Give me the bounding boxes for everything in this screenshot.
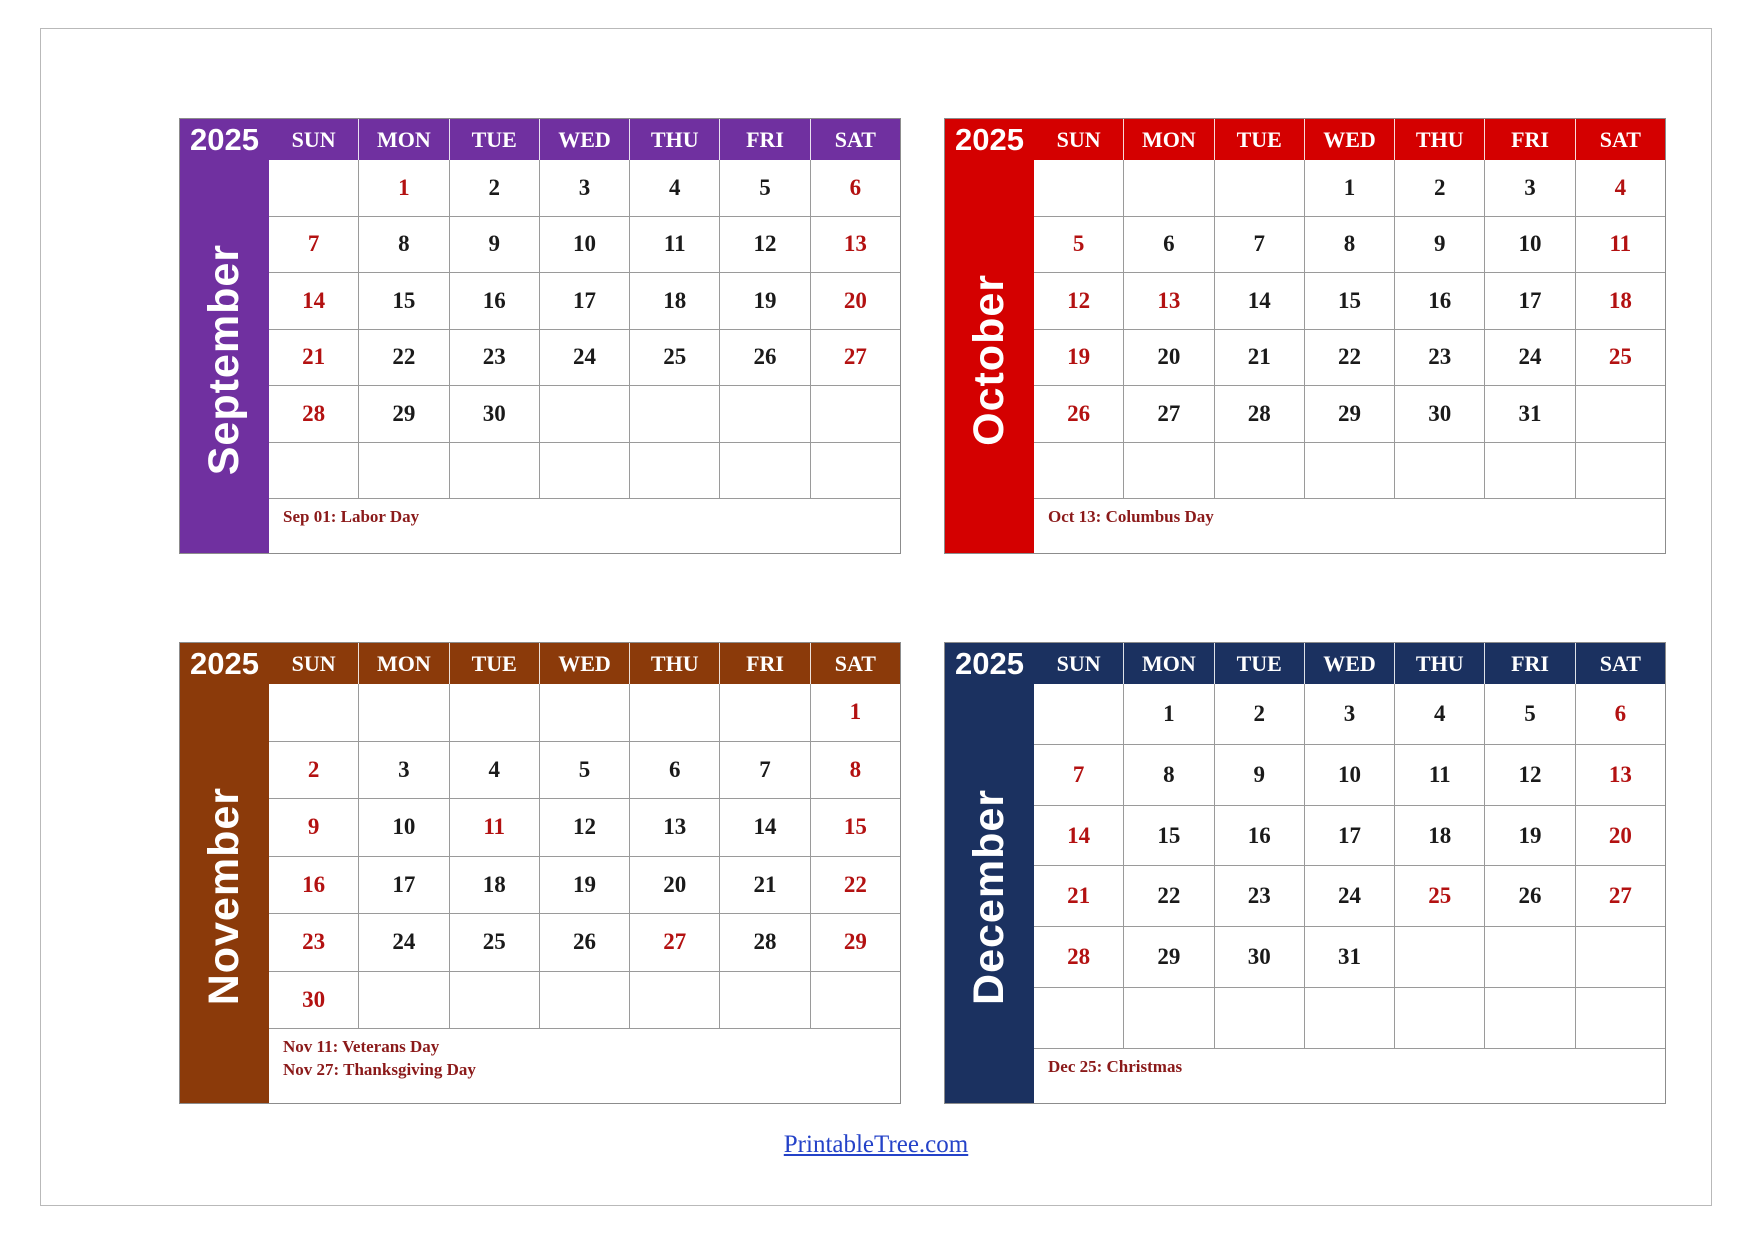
- day-cell: 15: [843, 814, 867, 840]
- day-cell: [1576, 988, 1665, 1048]
- week-row: [269, 330, 900, 387]
- month-calendar-september: [179, 118, 901, 554]
- week-rows-december: [1034, 684, 1665, 1049]
- day-cell: [630, 443, 720, 499]
- day-cell: [720, 972, 810, 1029]
- week-row: [269, 217, 900, 274]
- day-cell: 3: [359, 742, 449, 799]
- day-cell: 26: [720, 330, 810, 386]
- day-cell: [1124, 160, 1214, 216]
- day-cell: 3: [1305, 684, 1395, 744]
- weekday-sat: SAT: [811, 643, 900, 684]
- weekday-sun: SUN: [1034, 119, 1124, 160]
- day-cell: 30: [1215, 927, 1305, 987]
- day-cell: [359, 443, 449, 499]
- day-cell: 4: [630, 160, 720, 216]
- weekday-header-row-september: [269, 119, 900, 160]
- day-cell: [1485, 927, 1575, 987]
- month-body-september: [269, 119, 900, 553]
- day-cell: 20: [843, 287, 867, 313]
- day-cell: [540, 386, 630, 442]
- day-cell: [1215, 160, 1305, 216]
- month-calendar-october: [944, 118, 1666, 554]
- weekday-wed: WED: [1305, 119, 1395, 160]
- week-row: [1034, 684, 1665, 745]
- day-cell: 24: [1305, 866, 1395, 926]
- weekday-fri: FRI: [1485, 643, 1575, 684]
- day-cell: 13: [1608, 761, 1632, 787]
- day-cell: [811, 972, 900, 1029]
- weekday-mon: MON: [359, 643, 449, 684]
- day-cell: [269, 443, 359, 499]
- day-cell: 12: [720, 217, 810, 273]
- day-cell: 23: [1215, 866, 1305, 926]
- week-row: [1034, 927, 1665, 988]
- day-cell: 28: [269, 386, 359, 442]
- day-cell: 11: [450, 799, 540, 856]
- week-row: [1034, 988, 1665, 1049]
- day-cell: 5: [1485, 684, 1575, 744]
- day-cell: 19: [1034, 330, 1124, 386]
- day-cell: 29: [843, 929, 867, 955]
- day-cell: 7: [269, 217, 359, 273]
- week-row: [269, 273, 900, 330]
- holiday-note: Oct 13: Columbus Day: [1048, 507, 1214, 526]
- weekday-thu: THU: [630, 643, 720, 684]
- month-name-september: September: [200, 243, 248, 476]
- day-cell: 18: [630, 273, 720, 329]
- holiday-notes-november: [269, 1029, 900, 1103]
- day-cell: 28: [1034, 927, 1124, 987]
- day-cell: 18: [1608, 287, 1632, 313]
- day-cell: 21: [1215, 330, 1305, 386]
- weekday-fri: FRI: [1485, 119, 1575, 160]
- weekday-thu: THU: [1395, 643, 1485, 684]
- day-cell: 27: [1124, 386, 1214, 442]
- day-cell: 10: [1485, 217, 1575, 273]
- day-cell: [1215, 988, 1305, 1048]
- day-cell: 9: [450, 217, 540, 273]
- holiday-notes-december: [1034, 1049, 1665, 1103]
- holiday-note: Nov 11: Veterans Day: [283, 1037, 440, 1056]
- day-cell: 18: [450, 857, 540, 914]
- weekday-sat: SAT: [1576, 643, 1665, 684]
- day-cell: 26: [1485, 866, 1575, 926]
- day-cell: 29: [1124, 927, 1214, 987]
- day-cell: 13: [843, 231, 867, 257]
- calendar-page: [40, 28, 1712, 1206]
- day-cell: [1395, 927, 1485, 987]
- month-spine-december: [945, 643, 1034, 1103]
- day-cell: 14: [1034, 806, 1124, 866]
- day-cell: 9: [1395, 217, 1485, 273]
- month-spine-october: [945, 119, 1034, 553]
- day-cell: [1576, 443, 1665, 499]
- month-name-october: October: [965, 273, 1013, 446]
- weekday-header-row-october: [1034, 119, 1665, 160]
- day-cell: 5: [1034, 217, 1124, 273]
- day-cell: 6: [630, 742, 720, 799]
- calendar-grid: [41, 29, 1711, 1205]
- day-cell: [1215, 443, 1305, 499]
- week-row: [269, 386, 900, 443]
- day-cell: 17: [1485, 273, 1575, 329]
- day-cell: [720, 443, 810, 499]
- week-row: [269, 799, 900, 857]
- weekday-wed: WED: [1305, 643, 1395, 684]
- day-cell: 6: [1614, 700, 1627, 726]
- day-cell: [540, 684, 630, 741]
- day-cell: [450, 972, 540, 1029]
- weekday-tue: TUE: [450, 643, 540, 684]
- day-cell: 7: [1034, 745, 1124, 805]
- day-cell: 22: [843, 871, 867, 897]
- day-cell: 14: [720, 799, 810, 856]
- day-cell: 20: [630, 857, 720, 914]
- day-cell: 8: [359, 217, 449, 273]
- day-cell: 28: [1215, 386, 1305, 442]
- weekday-header-row-december: [1034, 643, 1665, 684]
- week-row: [1034, 330, 1665, 387]
- day-cell: [1305, 443, 1395, 499]
- day-cell: [359, 972, 449, 1029]
- weekday-thu: THU: [1395, 119, 1485, 160]
- day-cell: 2: [1215, 684, 1305, 744]
- week-row: [269, 972, 900, 1030]
- weekday-wed: WED: [540, 643, 630, 684]
- day-cell: 8: [849, 756, 862, 782]
- day-cell: [1034, 684, 1124, 744]
- month-spine-november: [180, 643, 269, 1103]
- day-cell: 4: [1614, 174, 1627, 200]
- day-cell: [1124, 988, 1214, 1048]
- holiday-notes-september: [269, 499, 900, 553]
- day-cell: 24: [1485, 330, 1575, 386]
- day-cell: [1395, 443, 1485, 499]
- day-cell: 15: [359, 273, 449, 329]
- day-cell: 16: [269, 857, 359, 914]
- weekday-sat: SAT: [811, 119, 900, 160]
- day-cell: 31: [1305, 927, 1395, 987]
- day-cell: [1305, 988, 1395, 1048]
- day-cell: 30: [269, 972, 359, 1029]
- footer: [41, 1131, 1711, 1159]
- weekday-header-row-november: [269, 643, 900, 684]
- day-cell: 25: [630, 330, 720, 386]
- week-rows-october: [1034, 160, 1665, 499]
- day-cell: 3: [1485, 160, 1575, 216]
- weekday-thu: THU: [630, 119, 720, 160]
- weekday-sun: SUN: [269, 119, 359, 160]
- day-cell: 30: [1395, 386, 1485, 442]
- day-cell: 4: [1395, 684, 1485, 744]
- week-row: [269, 684, 900, 742]
- holiday-note: Dec 25: Christmas: [1048, 1057, 1183, 1076]
- day-cell: 11: [630, 217, 720, 273]
- day-cell: 10: [540, 217, 630, 273]
- day-cell: [630, 972, 720, 1029]
- week-row: [1034, 217, 1665, 274]
- day-cell: 1: [849, 699, 862, 725]
- day-cell: 15: [1305, 273, 1395, 329]
- day-cell: 22: [1124, 866, 1214, 926]
- day-cell: 20: [1124, 330, 1214, 386]
- week-rows-november: [269, 684, 900, 1029]
- week-rows-september: [269, 160, 900, 499]
- weekday-tue: TUE: [1215, 119, 1305, 160]
- day-cell: 8: [1305, 217, 1395, 273]
- day-cell: 6: [849, 174, 862, 200]
- day-cell: [720, 386, 810, 442]
- day-cell: 14: [1215, 273, 1305, 329]
- day-cell: 25: [1395, 866, 1485, 926]
- day-cell: [540, 443, 630, 499]
- weekday-fri: FRI: [720, 119, 810, 160]
- day-cell: 2: [269, 742, 359, 799]
- week-row: [1034, 745, 1665, 806]
- day-cell: 23: [1395, 330, 1485, 386]
- day-cell: 6: [1124, 217, 1214, 273]
- day-cell: [630, 386, 720, 442]
- week-row: [1034, 443, 1665, 500]
- day-cell: [450, 684, 540, 741]
- week-row: [269, 160, 900, 217]
- day-cell: [1576, 386, 1665, 442]
- day-cell: 19: [540, 857, 630, 914]
- month-name-november: November: [200, 787, 248, 1006]
- day-cell: 27: [630, 914, 720, 971]
- day-cell: 20: [1608, 822, 1632, 848]
- day-cell: 28: [720, 914, 810, 971]
- day-cell: 17: [359, 857, 449, 914]
- year-label-november: 2025: [190, 646, 259, 681]
- day-cell: 2: [450, 160, 540, 216]
- day-cell: [1485, 988, 1575, 1048]
- day-cell: 23: [450, 330, 540, 386]
- day-cell: 2: [1395, 160, 1485, 216]
- day-cell: [1034, 160, 1124, 216]
- week-row: [1034, 386, 1665, 443]
- day-cell: 12: [1034, 273, 1124, 329]
- month-body-december: [1034, 643, 1665, 1103]
- day-cell: 1: [1305, 160, 1395, 216]
- day-cell: 15: [1124, 806, 1214, 866]
- week-row: [1034, 160, 1665, 217]
- day-cell: 11: [1395, 745, 1485, 805]
- weekday-sun: SUN: [1034, 643, 1124, 684]
- weekday-fri: FRI: [720, 643, 810, 684]
- day-cell: 29: [1305, 386, 1395, 442]
- day-cell: 12: [1485, 745, 1575, 805]
- day-cell: 19: [720, 273, 810, 329]
- day-cell: [1485, 443, 1575, 499]
- day-cell: 21: [269, 330, 359, 386]
- day-cell: [1034, 988, 1124, 1048]
- day-cell: [811, 386, 900, 442]
- weekday-wed: WED: [540, 119, 630, 160]
- day-cell: [359, 684, 449, 741]
- year-label-december: 2025: [955, 646, 1024, 681]
- day-cell: 31: [1485, 386, 1575, 442]
- holiday-notes-october: [1034, 499, 1665, 553]
- month-body-october: [1034, 119, 1665, 553]
- day-cell: [630, 684, 720, 741]
- day-cell: 26: [540, 914, 630, 971]
- week-row: [269, 742, 900, 800]
- week-row: [269, 443, 900, 500]
- day-cell: 7: [720, 742, 810, 799]
- day-cell: 25: [450, 914, 540, 971]
- day-cell: 29: [359, 386, 449, 442]
- day-cell: 9: [1215, 745, 1305, 805]
- day-cell: 24: [540, 330, 630, 386]
- day-cell: 21: [720, 857, 810, 914]
- day-cell: [720, 684, 810, 741]
- month-calendar-december: [944, 642, 1666, 1104]
- day-cell: 10: [359, 799, 449, 856]
- day-cell: 25: [1608, 344, 1632, 370]
- day-cell: [540, 972, 630, 1029]
- day-cell: 23: [269, 914, 359, 971]
- day-cell: [1395, 988, 1485, 1048]
- day-cell: 10: [1305, 745, 1395, 805]
- day-cell: 3: [540, 160, 630, 216]
- day-cell: 21: [1034, 866, 1124, 926]
- day-cell: 19: [1485, 806, 1575, 866]
- month-spine-september: [180, 119, 269, 553]
- year-label-october: 2025: [955, 122, 1024, 157]
- day-cell: 4: [450, 742, 540, 799]
- day-cell: 26: [1034, 386, 1124, 442]
- weekday-sat: SAT: [1576, 119, 1665, 160]
- day-cell: 13: [630, 799, 720, 856]
- day-cell: 8: [1124, 745, 1214, 805]
- month-body-november: [269, 643, 900, 1103]
- day-cell: 17: [540, 273, 630, 329]
- weekday-mon: MON: [1124, 119, 1214, 160]
- week-row: [269, 857, 900, 915]
- weekday-tue: TUE: [1215, 643, 1305, 684]
- printabletree-link[interactable]: PrintableTree.com: [783, 1131, 969, 1158]
- day-cell: 16: [1395, 273, 1485, 329]
- day-cell: 17: [1305, 806, 1395, 866]
- holiday-note: Sep 01: Labor Day: [283, 507, 420, 526]
- day-cell: [269, 684, 359, 741]
- day-cell: 11: [1609, 231, 1632, 257]
- day-cell: 22: [1305, 330, 1395, 386]
- day-cell: 16: [450, 273, 540, 329]
- day-cell: [1124, 443, 1214, 499]
- month-name-december: December: [965, 788, 1013, 1005]
- day-cell: 1: [359, 160, 449, 216]
- month-calendar-november: [179, 642, 901, 1104]
- day-cell: 18: [1395, 806, 1485, 866]
- day-cell: 16: [1215, 806, 1305, 866]
- holiday-note: Nov 27: Thanksgiving Day: [283, 1060, 476, 1079]
- day-cell: [811, 443, 900, 499]
- week-row: [1034, 806, 1665, 867]
- day-cell: 13: [1124, 273, 1214, 329]
- day-cell: 24: [359, 914, 449, 971]
- day-cell: 27: [1608, 883, 1632, 909]
- day-cell: 30: [450, 386, 540, 442]
- day-cell: 5: [540, 742, 630, 799]
- year-label-september: 2025: [190, 122, 259, 157]
- day-cell: [1034, 443, 1124, 499]
- day-cell: 9: [269, 799, 359, 856]
- weekday-mon: MON: [1124, 643, 1214, 684]
- day-cell: 1: [1124, 684, 1214, 744]
- week-row: [1034, 273, 1665, 330]
- day-cell: 7: [1215, 217, 1305, 273]
- week-row: [269, 914, 900, 972]
- day-cell: 22: [359, 330, 449, 386]
- week-row: [1034, 866, 1665, 927]
- day-cell: [450, 443, 540, 499]
- day-cell: 27: [843, 344, 867, 370]
- day-cell: [1576, 927, 1665, 987]
- day-cell: 14: [269, 273, 359, 329]
- weekday-sun: SUN: [269, 643, 359, 684]
- day-cell: [269, 160, 359, 216]
- day-cell: 5: [720, 160, 810, 216]
- weekday-tue: TUE: [450, 119, 540, 160]
- day-cell: 12: [540, 799, 630, 856]
- weekday-mon: MON: [359, 119, 449, 160]
